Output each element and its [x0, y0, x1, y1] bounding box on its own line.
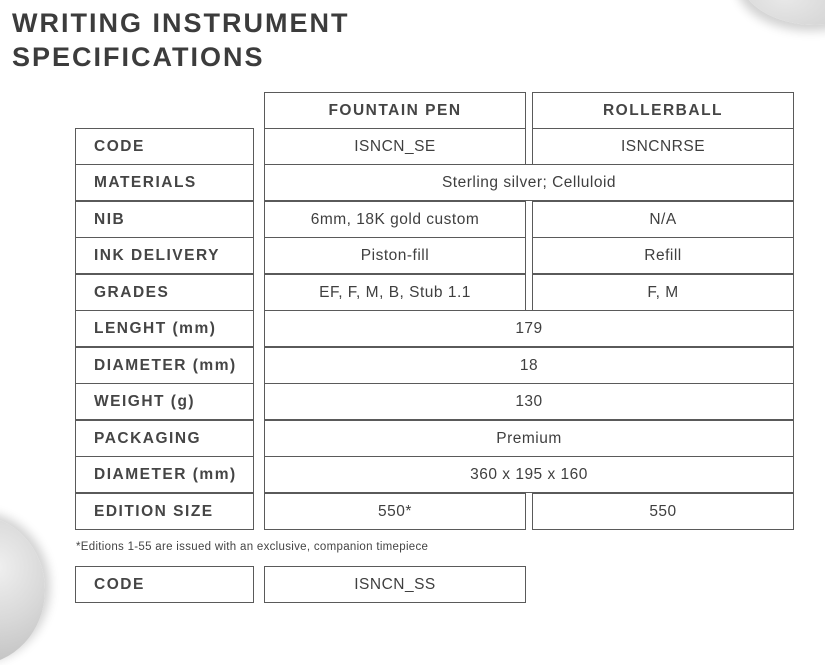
- code-fountain-value: ISNCN_SE: [264, 128, 526, 165]
- row-label-package-dimensions: DIAMETER (mm): [75, 456, 254, 493]
- extra-code-value: ISNCN_SS: [264, 566, 526, 603]
- materials-value: Sterling silver; Celluloid: [264, 164, 794, 201]
- row-label-materials: MATERIALS: [75, 164, 254, 201]
- row-label-ink-delivery: INK DELIVERY: [75, 237, 254, 274]
- ink-delivery-rollerball-value: Refill: [532, 237, 794, 274]
- diameter-value: 18: [264, 347, 794, 384]
- decorative-stone-top-right: [740, 0, 825, 25]
- ink-delivery-fountain-value: Piston-fill: [264, 237, 526, 274]
- extra-row-label-code: CODE: [75, 566, 254, 603]
- row-label-edition-size: EDITION SIZE: [75, 493, 254, 530]
- weight-value: 130: [264, 383, 794, 420]
- row-label-code: CODE: [75, 128, 254, 165]
- page-title: [12, 6, 349, 74]
- packaging-value: Premium: [264, 420, 794, 457]
- title-line-2: SPECIFICATIONS: [12, 42, 265, 72]
- package-dimensions-value: 360 x 195 x 160: [264, 456, 794, 493]
- grades-fountain-value: EF, F, M, B, Stub 1.1: [264, 274, 526, 311]
- row-label-nib: NIB: [75, 201, 254, 238]
- row-label-length: LENGHT (mm): [75, 310, 254, 347]
- decorative-stone-bottom-left: [0, 515, 45, 665]
- nib-fountain-value: 6mm, 18K gold custom: [264, 201, 526, 238]
- header-rollerball: ROLLERBALL: [532, 92, 794, 129]
- row-label-grades: GRADES: [75, 274, 254, 311]
- grades-rollerball-value: F, M: [532, 274, 794, 311]
- code-rollerball-value: ISNCNRSE: [532, 128, 794, 165]
- length-value: 179: [264, 310, 794, 347]
- title-line-1: WRITING INSTRUMENT: [12, 8, 350, 38]
- footnote: *Editions 1-55 are issued with an exclusive, companion timepiece: [76, 541, 429, 553]
- edition-size-rollerball-value: 550: [532, 493, 794, 530]
- nib-rollerball-value: N/A: [532, 201, 794, 238]
- header-fountain-pen: FOUNTAIN PEN: [264, 92, 526, 129]
- edition-size-fountain-value: 550*: [264, 493, 526, 530]
- row-label-diameter: DIAMETER (mm): [75, 347, 254, 384]
- row-label-weight: WEIGHT (g): [75, 383, 254, 420]
- row-label-packaging: PACKAGING: [75, 420, 254, 457]
